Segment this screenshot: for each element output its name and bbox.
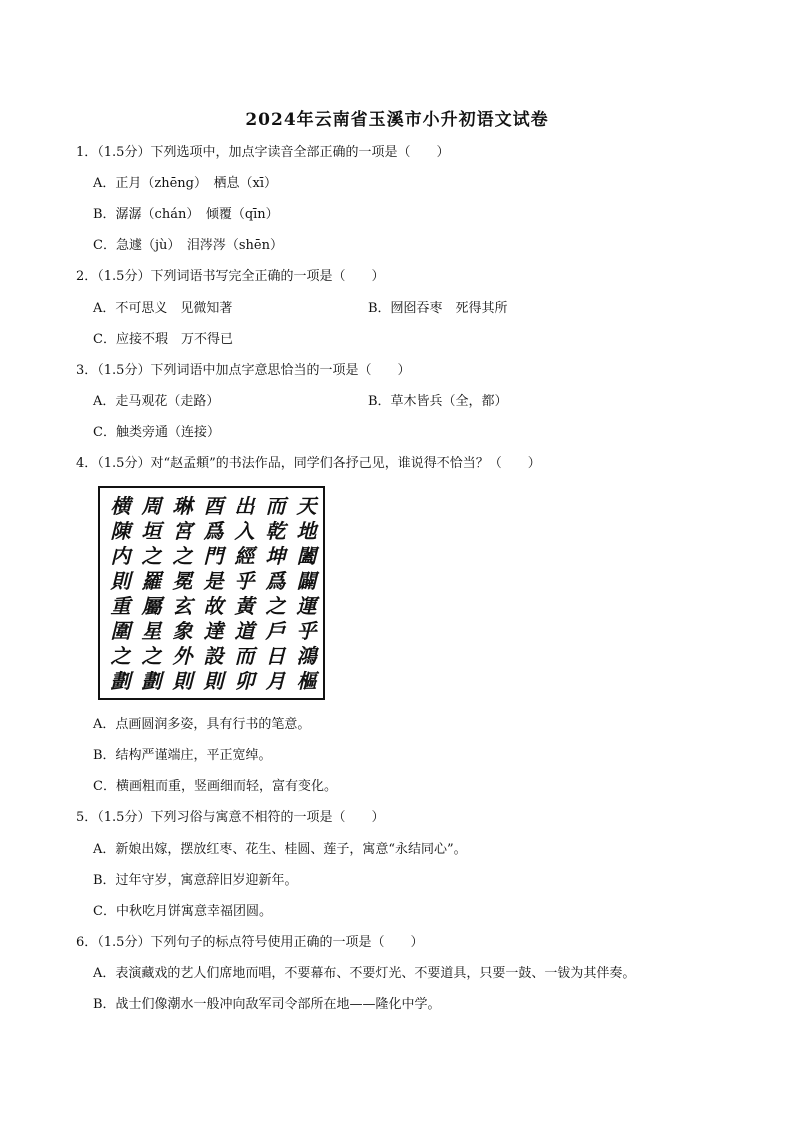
calligraphy-glyph: 是 <box>203 569 224 593</box>
calligraphy-glyph: 入 <box>234 519 255 543</box>
calligraphy-glyph: 冕 <box>172 569 193 593</box>
calligraphy-glyph: 之 <box>141 644 162 668</box>
question-4-stem: 4．（1.5分）对“赵孟頫”的书法作品，同学们各抒己见，谁说得不恰当？（ ） <box>76 456 541 471</box>
calligraphy-glyph: 故 <box>203 594 224 618</box>
calligraphy-glyph: 設 <box>203 644 224 668</box>
calligraphy-glyph: 出 <box>234 494 255 518</box>
calligraphy-glyph: 陳 <box>110 519 131 543</box>
question-5-option-c: C．中秋吃月饼寓意幸福团圆。 <box>93 904 272 919</box>
question-4-option-a: A．点画圆润多姿，具有行书的笔意。 <box>93 717 311 732</box>
calligraphy-glyph: 周 <box>141 494 162 518</box>
calligraphy-glyph: 天 <box>296 494 317 518</box>
question-6-option-a: A．表演藏戏的艺人们席地而唱，不要幕布、不要灯光、不要道具，只要一鼓、一钹为其伴奏。 <box>93 966 636 981</box>
calligraphy-glyph: 象 <box>172 619 193 643</box>
calligraphy-glyph: 戶 <box>265 619 286 643</box>
calligraphy-glyph: 則 <box>172 669 193 693</box>
calligraphy-glyph: 達 <box>203 619 224 643</box>
calligraphy-glyph: 黃 <box>234 594 255 618</box>
calligraphy-glyph: 外 <box>172 644 193 668</box>
calligraphy-image <box>98 486 325 700</box>
calligraphy-glyph: 闢 <box>296 569 317 593</box>
calligraphy-glyph: 重 <box>110 594 131 618</box>
calligraphy-glyph: 爲 <box>265 569 286 593</box>
calligraphy-glyph: 劃 <box>110 669 131 693</box>
calligraphy-glyph: 則 <box>110 569 131 593</box>
question-1-option-b: B．潺潺（chán） 倾覆（qīn） <box>93 207 279 222</box>
question-2-option-a: A．不可思义 见微知著 <box>93 301 233 316</box>
calligraphy-glyph: 坤 <box>265 544 286 568</box>
calligraphy-glyph: 乎 <box>296 619 317 643</box>
calligraphy-glyph: 之 <box>265 594 286 618</box>
calligraphy-glyph: 而 <box>265 494 286 518</box>
calligraphy-glyph: 垣 <box>141 519 162 543</box>
calligraphy-glyph: 爲 <box>203 519 224 543</box>
calligraphy-glyph: 酉 <box>203 494 224 518</box>
question-3-stem: 3．（1.5分）下列词语中加点字意思恰当的一项是（ ） <box>76 363 411 378</box>
calligraphy-glyph: 之 <box>172 544 193 568</box>
calligraphy-glyph: 闔 <box>296 544 317 568</box>
calligraphy-glyph: 之 <box>110 644 131 668</box>
calligraphy-column-1 <box>294 494 319 694</box>
question-1-option-a: A．正月（zhēng） 栖息（xī） <box>93 176 277 191</box>
question-5-option-b: B．过年守岁，寓意辞旧岁迎新年。 <box>93 873 298 888</box>
calligraphy-glyph: 則 <box>203 669 224 693</box>
calligraphy-glyph: 卯 <box>234 669 255 693</box>
question-4-option-c: C．横画粗而重，竖画细而轻，富有变化。 <box>93 779 337 794</box>
calligraphy-glyph: 經 <box>234 544 255 568</box>
question-6-stem: 6．（1.5分）下列句子的标点符号使用正确的一项是（ ） <box>76 935 424 950</box>
calligraphy-glyph: 門 <box>203 544 224 568</box>
calligraphy-glyph: 道 <box>234 619 255 643</box>
calligraphy-glyph: 屬 <box>141 594 162 618</box>
calligraphy-glyph: 乎 <box>234 569 255 593</box>
calligraphy-column-5 <box>170 494 195 694</box>
calligraphy-column-6 <box>139 494 164 694</box>
calligraphy-glyph: 劃 <box>141 669 162 693</box>
calligraphy-glyph: 羅 <box>141 569 162 593</box>
question-3-option-b: B．草木皆兵（全，都） <box>368 394 508 409</box>
calligraphy-glyph: 横 <box>110 494 131 518</box>
calligraphy-column-4 <box>201 494 226 694</box>
calligraphy-glyph: 運 <box>296 594 317 618</box>
calligraphy-glyph: 地 <box>296 519 317 543</box>
calligraphy-glyph: 樞 <box>296 669 317 693</box>
question-2-option-b: B．囫囵吞枣 死得其所 <box>368 301 508 316</box>
calligraphy-glyph: 月 <box>265 669 286 693</box>
calligraphy-glyph: 日 <box>265 644 286 668</box>
question-3-option-a: A．走马观花（走路） <box>93 394 220 409</box>
calligraphy-glyph: 星 <box>141 619 162 643</box>
calligraphy-glyph: 之 <box>141 544 162 568</box>
calligraphy-glyph: 宮 <box>172 519 193 543</box>
calligraphy-glyph: 玄 <box>172 594 193 618</box>
calligraphy-glyph: 内 <box>110 544 131 568</box>
question-1-stem: 1．（1.5分）下列选项中，加点字读音全部正确的一项是（ ） <box>76 145 450 160</box>
calligraphy-glyph: 而 <box>234 644 255 668</box>
question-2-stem: 2．（1.5分）下列词语书写完全正确的一项是（ ） <box>76 269 385 284</box>
question-2-option-c: C．应接不瑕 万不得已 <box>93 332 233 347</box>
question-1-option-c: C．急遽（jù） 泪涔涔（shēn） <box>93 238 283 253</box>
question-6-option-b: B．战士们像潮水一般冲向敌军司令部所在地——隆化中学。 <box>93 997 441 1012</box>
question-5-option-a: A．新娘出嫁，摆放红枣、花生、桂圆、莲子，寓意“永结同心”。 <box>93 842 467 857</box>
exam-title: 2024年云南省玉溪市小升初语文试卷 <box>245 110 549 130</box>
calligraphy-glyph: 圍 <box>110 619 131 643</box>
calligraphy-glyph: 琳 <box>172 494 193 518</box>
calligraphy-glyph: 乾 <box>265 519 286 543</box>
question-5-stem: 5．（1.5分）下列习俗与寓意不相符的一项是（ ） <box>76 810 385 825</box>
calligraphy-glyph: 鴻 <box>296 644 317 668</box>
calligraphy-column-7 <box>108 494 133 694</box>
calligraphy-column-3 <box>232 494 257 694</box>
question-4-option-b: B．结构严谨端庄，平正宽绰。 <box>93 748 272 763</box>
question-3-option-c: C．触类旁通（连接） <box>93 425 220 440</box>
calligraphy-column-2 <box>263 494 288 694</box>
